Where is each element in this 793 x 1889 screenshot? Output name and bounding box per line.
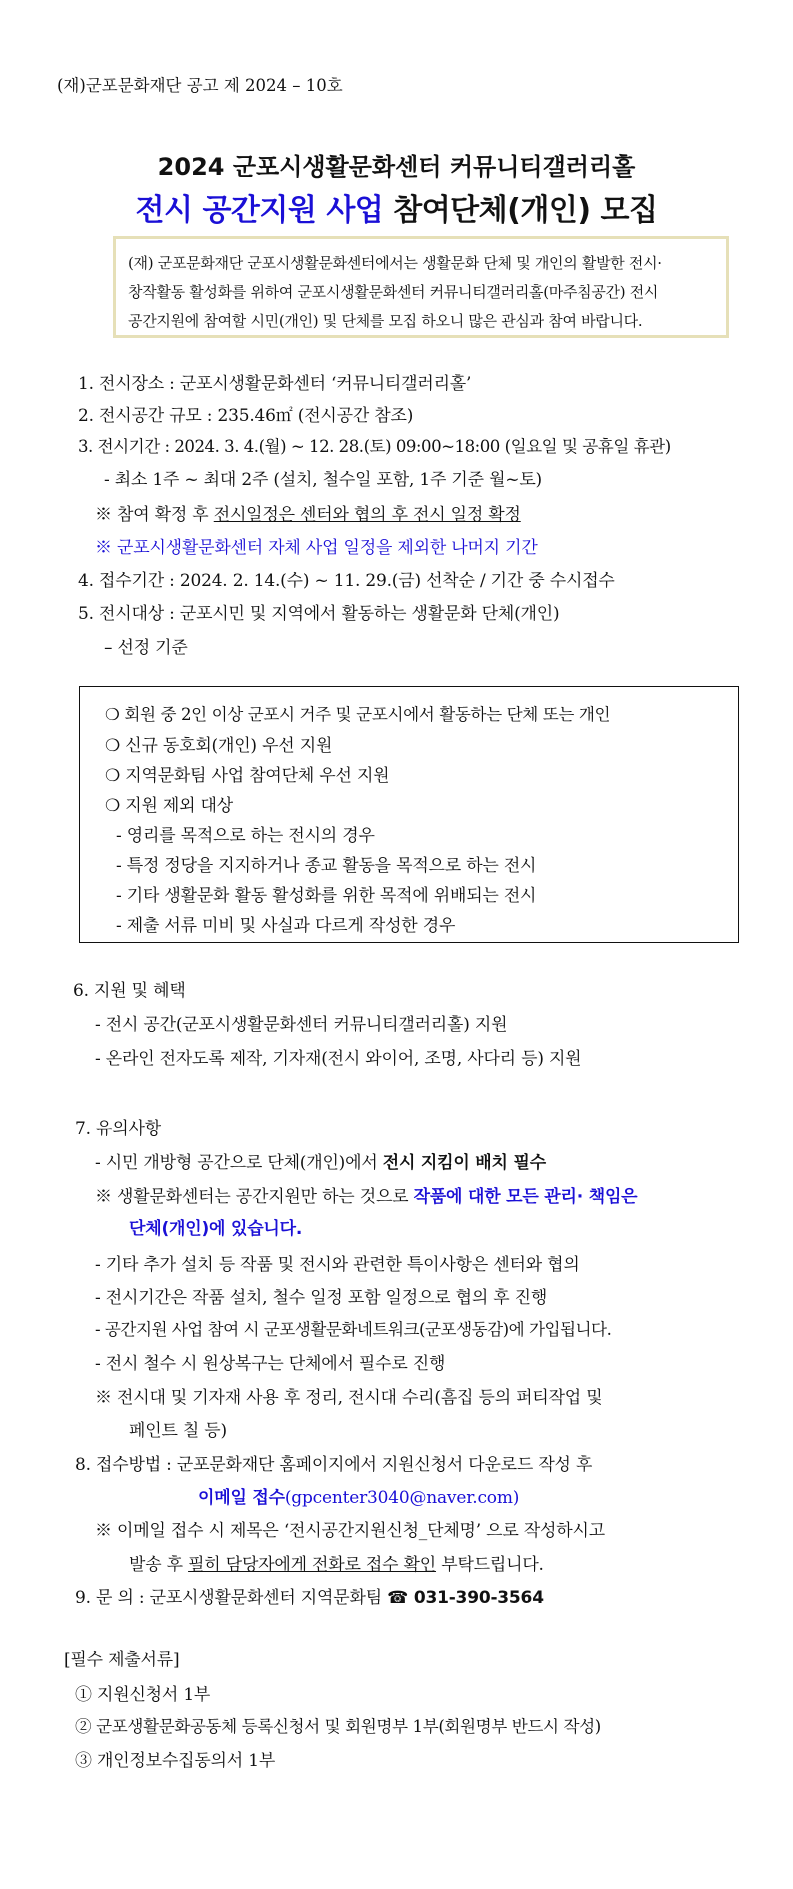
item-period-sub: - 최소 1주 ~ 최대 2주 (설치, 철수일 포함, 1주 기준 월~토) xyxy=(104,470,542,490)
item-target-sub: – 선정 기준 xyxy=(104,638,188,658)
caution-item: ※ 전시대 및 기자재 사용 후 정리, 전시대 수리(흠집 등의 퍼티작업 및 xyxy=(95,1388,603,1408)
caution-item-cont: 단체(개인)에 있습니다. xyxy=(129,1219,303,1239)
support-item: - 전시 공간(군포시생활문화센터 커뮤니티갤러리홀) 지원 xyxy=(95,1015,508,1035)
required-doc: ② 군포생활문화공동체 등록신청서 및 회원명부 1부(회원명부 반드시 작성) xyxy=(75,1717,601,1736)
title-line2 xyxy=(0,185,793,229)
title-line1: 2024 군포시생활문화센터 커뮤니티갤러리홀 xyxy=(157,153,636,181)
item-period: 3. 전시기간 : 2024. 3. 4.(월) ~ 12. 28.(토) 09:00~18:00 (일요일 및 공휴일 휴관) xyxy=(78,437,671,456)
item-application-period: 4. 접수기간 : 2024. 2. 14.(수) ~ 11. 29.(금) 선착순 / 기간 중 수시접수 xyxy=(78,571,615,591)
item-target: 5. 전시대상 : 군포시민 및 지역에서 활동하는 생활문화 단체(개인) xyxy=(78,604,560,624)
criteria-item: - 기타 생활문화 활동 활성화를 위한 목적에 위배되는 전시 xyxy=(116,886,537,906)
note-prefix: ※ 참여 확정 후 xyxy=(95,505,214,525)
support-title: 6. 지원 및 혜택 xyxy=(73,981,186,1001)
caution-title: 7. 유의사항 xyxy=(75,1119,161,1139)
intro-line: (재) 군포문화재단 군포시생활문화센터에서는 생활문화 단체 및 개인의 활발한 전시· xyxy=(128,254,662,272)
criteria-item: ❍ 신규 동호회(개인) 우선 지원 xyxy=(105,736,333,756)
application-email xyxy=(198,1483,519,1508)
item-period-note1 xyxy=(95,500,521,525)
criteria-item: ❍ 지역문화팀 사업 참여단체 우선 지원 xyxy=(105,766,390,786)
note-prefix: 발송 후 xyxy=(129,1555,189,1575)
caution-prefix: ※ 생활문화센터는 공간지원만 하는 것으로 xyxy=(95,1187,414,1207)
email-label: 이메일 접수 xyxy=(198,1488,285,1508)
title-line2-black: 참여단체(개인) 모집 xyxy=(383,193,658,228)
application-note-cont xyxy=(129,1550,544,1575)
criteria-item: ❍ 지원 제외 대상 xyxy=(105,796,233,816)
criteria-item: ❍ 회원 중 2인 이상 군포시 거주 및 군포시에서 활동하는 단체 또는 개인 xyxy=(105,705,611,724)
criteria-item: - 특정 정당을 지지하거나 종교 활동을 목적으로 하는 전시 xyxy=(116,856,537,876)
criteria-item: - 영리를 목적으로 하는 전시의 경우 xyxy=(116,826,375,846)
inquiry xyxy=(75,1583,544,1608)
caution-item xyxy=(95,1148,546,1173)
criteria-box xyxy=(79,686,739,943)
notice-number: (재)군포문화재단 공고 제 2024 – 10호 xyxy=(57,76,343,95)
item-location: 1. 전시장소 : 군포시생활문화센터 ‘커뮤니티갤러리홀’ xyxy=(78,374,472,394)
item-size: 2. 전시공간 규모 : 235.46㎡ (전시공간 참조) xyxy=(78,406,414,426)
criteria-item: - 제출 서류 미비 및 사실과 다르게 작성한 경우 xyxy=(116,916,456,936)
item-period-note2: ※ 군포시생활문화센터 자체 사업 일정을 제외한 나머지 기간 xyxy=(95,538,538,558)
phone-number: ☎ 031-390-3564 xyxy=(387,1588,544,1608)
caution-bold: 전시 지킴이 배치 필수 xyxy=(382,1153,546,1173)
required-doc: ① 지원신청서 1부 xyxy=(75,1685,211,1705)
note-underlined: 전시일정은 센터와 협의 후 전시 일정 확정 xyxy=(213,505,521,525)
title-line2-blue: 전시 공간지원 사업 xyxy=(135,193,384,228)
caution-item: - 전시 철수 시 원상복구는 단체에서 필수로 진행 xyxy=(95,1354,446,1374)
caution-prefix: - 시민 개방형 공간으로 단체(개인)에서 xyxy=(95,1153,383,1173)
caution-blue: 작품에 대한 모든 관리· 책임은 xyxy=(413,1187,638,1207)
required-docs-title: [필수 제출서류] xyxy=(64,1650,180,1670)
intro-box xyxy=(113,236,729,338)
application-note: ※ 이메일 접수 시 제목은 ‘전시공간지원신청_단체명’ 으로 작성하시고 xyxy=(95,1521,605,1541)
intro-line: 공간지원에 참여할 시민(개인) 및 단체를 모집 하오니 많은 관심과 참여 바랍니다. xyxy=(128,312,643,330)
note-suffix: 부탁드립니다. xyxy=(436,1555,544,1575)
caution-item: - 전시기간은 작품 설치, 철수 일정 포함 일정으로 협의 후 진행 xyxy=(95,1288,548,1308)
email-address: (gpcenter3040@naver.com) xyxy=(284,1488,520,1508)
caution-item: - 기타 추가 설치 등 작품 및 전시와 관련한 특이사항은 센터와 협의 xyxy=(95,1255,580,1275)
caution-item: - 공간지원 사업 참여 시 군포생활문화네트워크(군포생동감)에 가입됩니다. xyxy=(95,1320,612,1339)
inquiry-label: 9. 문 의 : 군포시생활문화센터 지역문화팀 xyxy=(75,1588,388,1608)
caution-item-cont: 페인트 칠 등) xyxy=(129,1421,227,1441)
application-method: 8. 접수방법 : 군포문화재단 홈페이지에서 지원신청서 다운로드 작성 후 xyxy=(75,1455,593,1475)
intro-line: 창작활동 활성화를 위하여 군포시생활문화센터 커뮤니티갤러리홀(마주침공간) 전시 xyxy=(128,283,659,301)
required-doc: ③ 개인정보수집동의서 1부 xyxy=(75,1751,276,1771)
support-item: - 온라인 전자도록 제작, 기자재(전시 와이어, 조명, 사다리 등) 지원 xyxy=(95,1049,582,1069)
note-underlined: 필히 담당자에게 전화로 접수 확인 xyxy=(188,1555,437,1575)
caution-item xyxy=(95,1182,637,1207)
